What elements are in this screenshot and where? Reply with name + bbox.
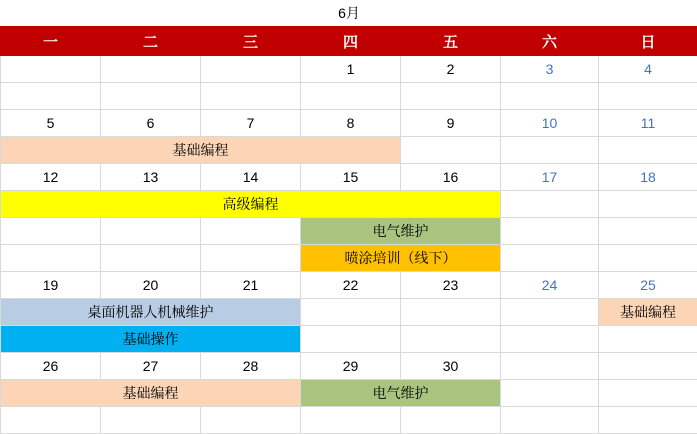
empty-cell — [301, 83, 401, 110]
event-block[interactable]: 基础编程 — [1, 137, 401, 164]
empty-cell — [501, 218, 599, 245]
empty-cell — [599, 245, 697, 272]
week-4-event-row-2 — [1, 326, 697, 353]
day-cell[interactable]: 28 — [201, 353, 301, 380]
day-cell[interactable]: 5 — [1, 110, 101, 137]
empty-cell — [501, 83, 599, 110]
day-cell[interactable] — [599, 353, 697, 380]
empty-cell — [401, 407, 501, 434]
empty-cell — [501, 299, 599, 326]
day-cell[interactable] — [201, 56, 301, 83]
day-cell[interactable]: 17 — [501, 164, 599, 191]
day-cell[interactable]: 26 — [1, 353, 101, 380]
day-cell[interactable]: 25 — [599, 272, 697, 299]
day-cell[interactable]: 11 — [599, 110, 697, 137]
day-cell[interactable]: 4 — [599, 56, 697, 83]
empty-cell — [101, 83, 201, 110]
day-cell[interactable]: 6 — [101, 110, 201, 137]
empty-cell — [1, 218, 101, 245]
weekday-header-3: 三 — [201, 27, 301, 56]
week-5-event-row-1 — [1, 380, 697, 407]
day-cell[interactable] — [1, 56, 101, 83]
empty-cell — [1, 83, 101, 110]
day-cell[interactable]: 2 — [401, 56, 501, 83]
day-cell[interactable]: 22 — [301, 272, 401, 299]
event-block[interactable]: 高级编程 — [1, 191, 501, 218]
day-cell[interactable]: 20 — [101, 272, 201, 299]
empty-cell — [201, 245, 301, 272]
empty-cell — [599, 407, 697, 434]
event-block[interactable]: 基础编程 — [599, 299, 697, 326]
empty-cell — [501, 191, 599, 218]
empty-cell — [501, 326, 599, 353]
empty-cell — [1, 407, 101, 434]
day-cell[interactable]: 3 — [501, 56, 599, 83]
week-3-event-row-2 — [1, 218, 697, 245]
week-5-day-numbers — [1, 353, 697, 380]
week-4-day-numbers — [1, 272, 697, 299]
empty-cell — [401, 299, 501, 326]
week-3-event-row-1 — [1, 191, 697, 218]
day-cell[interactable]: 27 — [101, 353, 201, 380]
weekday-header-1: 一 — [1, 27, 101, 56]
day-cell[interactable]: 14 — [201, 164, 301, 191]
empty-cell — [501, 137, 599, 164]
empty-cell — [501, 380, 599, 407]
week-1-event-row-1 — [1, 83, 697, 110]
day-cell[interactable]: 13 — [101, 164, 201, 191]
day-cell[interactable]: 21 — [201, 272, 301, 299]
day-cell[interactable]: 1 — [301, 56, 401, 83]
day-cell[interactable]: 24 — [501, 272, 599, 299]
week-4-event-row-1 — [1, 299, 697, 326]
event-block[interactable]: 喷涂培训（线下） — [301, 245, 501, 272]
empty-cell — [599, 137, 697, 164]
day-cell[interactable] — [501, 353, 599, 380]
weekday-header-7: 日 — [599, 27, 697, 56]
empty-cell — [401, 326, 501, 353]
empty-cell — [301, 299, 401, 326]
empty-cell — [401, 137, 501, 164]
day-cell[interactable]: 18 — [599, 164, 697, 191]
day-cell[interactable]: 30 — [401, 353, 501, 380]
week-3-event-row-3 — [1, 245, 697, 272]
empty-cell — [599, 218, 697, 245]
day-cell[interactable]: 8 — [301, 110, 401, 137]
day-cell[interactable]: 16 — [401, 164, 501, 191]
empty-cell — [599, 83, 697, 110]
empty-cell — [301, 407, 401, 434]
empty-cell — [501, 245, 599, 272]
empty-cell — [201, 218, 301, 245]
week-3-day-numbers — [1, 164, 697, 191]
day-cell[interactable]: 19 — [1, 272, 101, 299]
weekday-header-4: 四 — [301, 27, 401, 56]
day-cell[interactable]: 10 — [501, 110, 599, 137]
empty-cell — [599, 326, 697, 353]
empty-cell — [401, 83, 501, 110]
empty-cell — [1, 245, 101, 272]
day-cell[interactable]: 9 — [401, 110, 501, 137]
month-title: 6月 — [1, 0, 697, 27]
event-block[interactable]: 基础操作 — [1, 326, 301, 353]
empty-cell — [501, 407, 599, 434]
empty-cell — [301, 326, 401, 353]
empty-cell — [101, 245, 201, 272]
empty-cell — [101, 407, 201, 434]
weekday-header-6: 六 — [501, 27, 599, 56]
empty-cell — [201, 407, 301, 434]
empty-cell — [599, 380, 697, 407]
week-5-event-row-2 — [1, 407, 697, 434]
event-block[interactable]: 基础编程 — [1, 380, 301, 407]
empty-cell — [201, 83, 301, 110]
event-block[interactable]: 电气维护 — [301, 218, 501, 245]
empty-cell — [599, 191, 697, 218]
event-block[interactable]: 桌面机器人机械维护 — [1, 299, 301, 326]
month-title-row — [1, 0, 697, 27]
day-cell[interactable] — [101, 56, 201, 83]
day-cell[interactable]: 23 — [401, 272, 501, 299]
day-cell[interactable]: 15 — [301, 164, 401, 191]
day-cell[interactable]: 29 — [301, 353, 401, 380]
day-cell[interactable]: 12 — [1, 164, 101, 191]
event-block[interactable]: 电气维护 — [301, 380, 501, 407]
week-2-day-numbers — [1, 110, 697, 137]
week-2-event-row-1 — [1, 137, 697, 164]
weekday-header-row — [1, 27, 697, 56]
weekday-header-5: 五 — [401, 27, 501, 56]
day-cell[interactable]: 7 — [201, 110, 301, 137]
weekday-header-2: 二 — [101, 27, 201, 56]
empty-cell — [101, 218, 201, 245]
week-1-day-numbers — [1, 56, 697, 83]
